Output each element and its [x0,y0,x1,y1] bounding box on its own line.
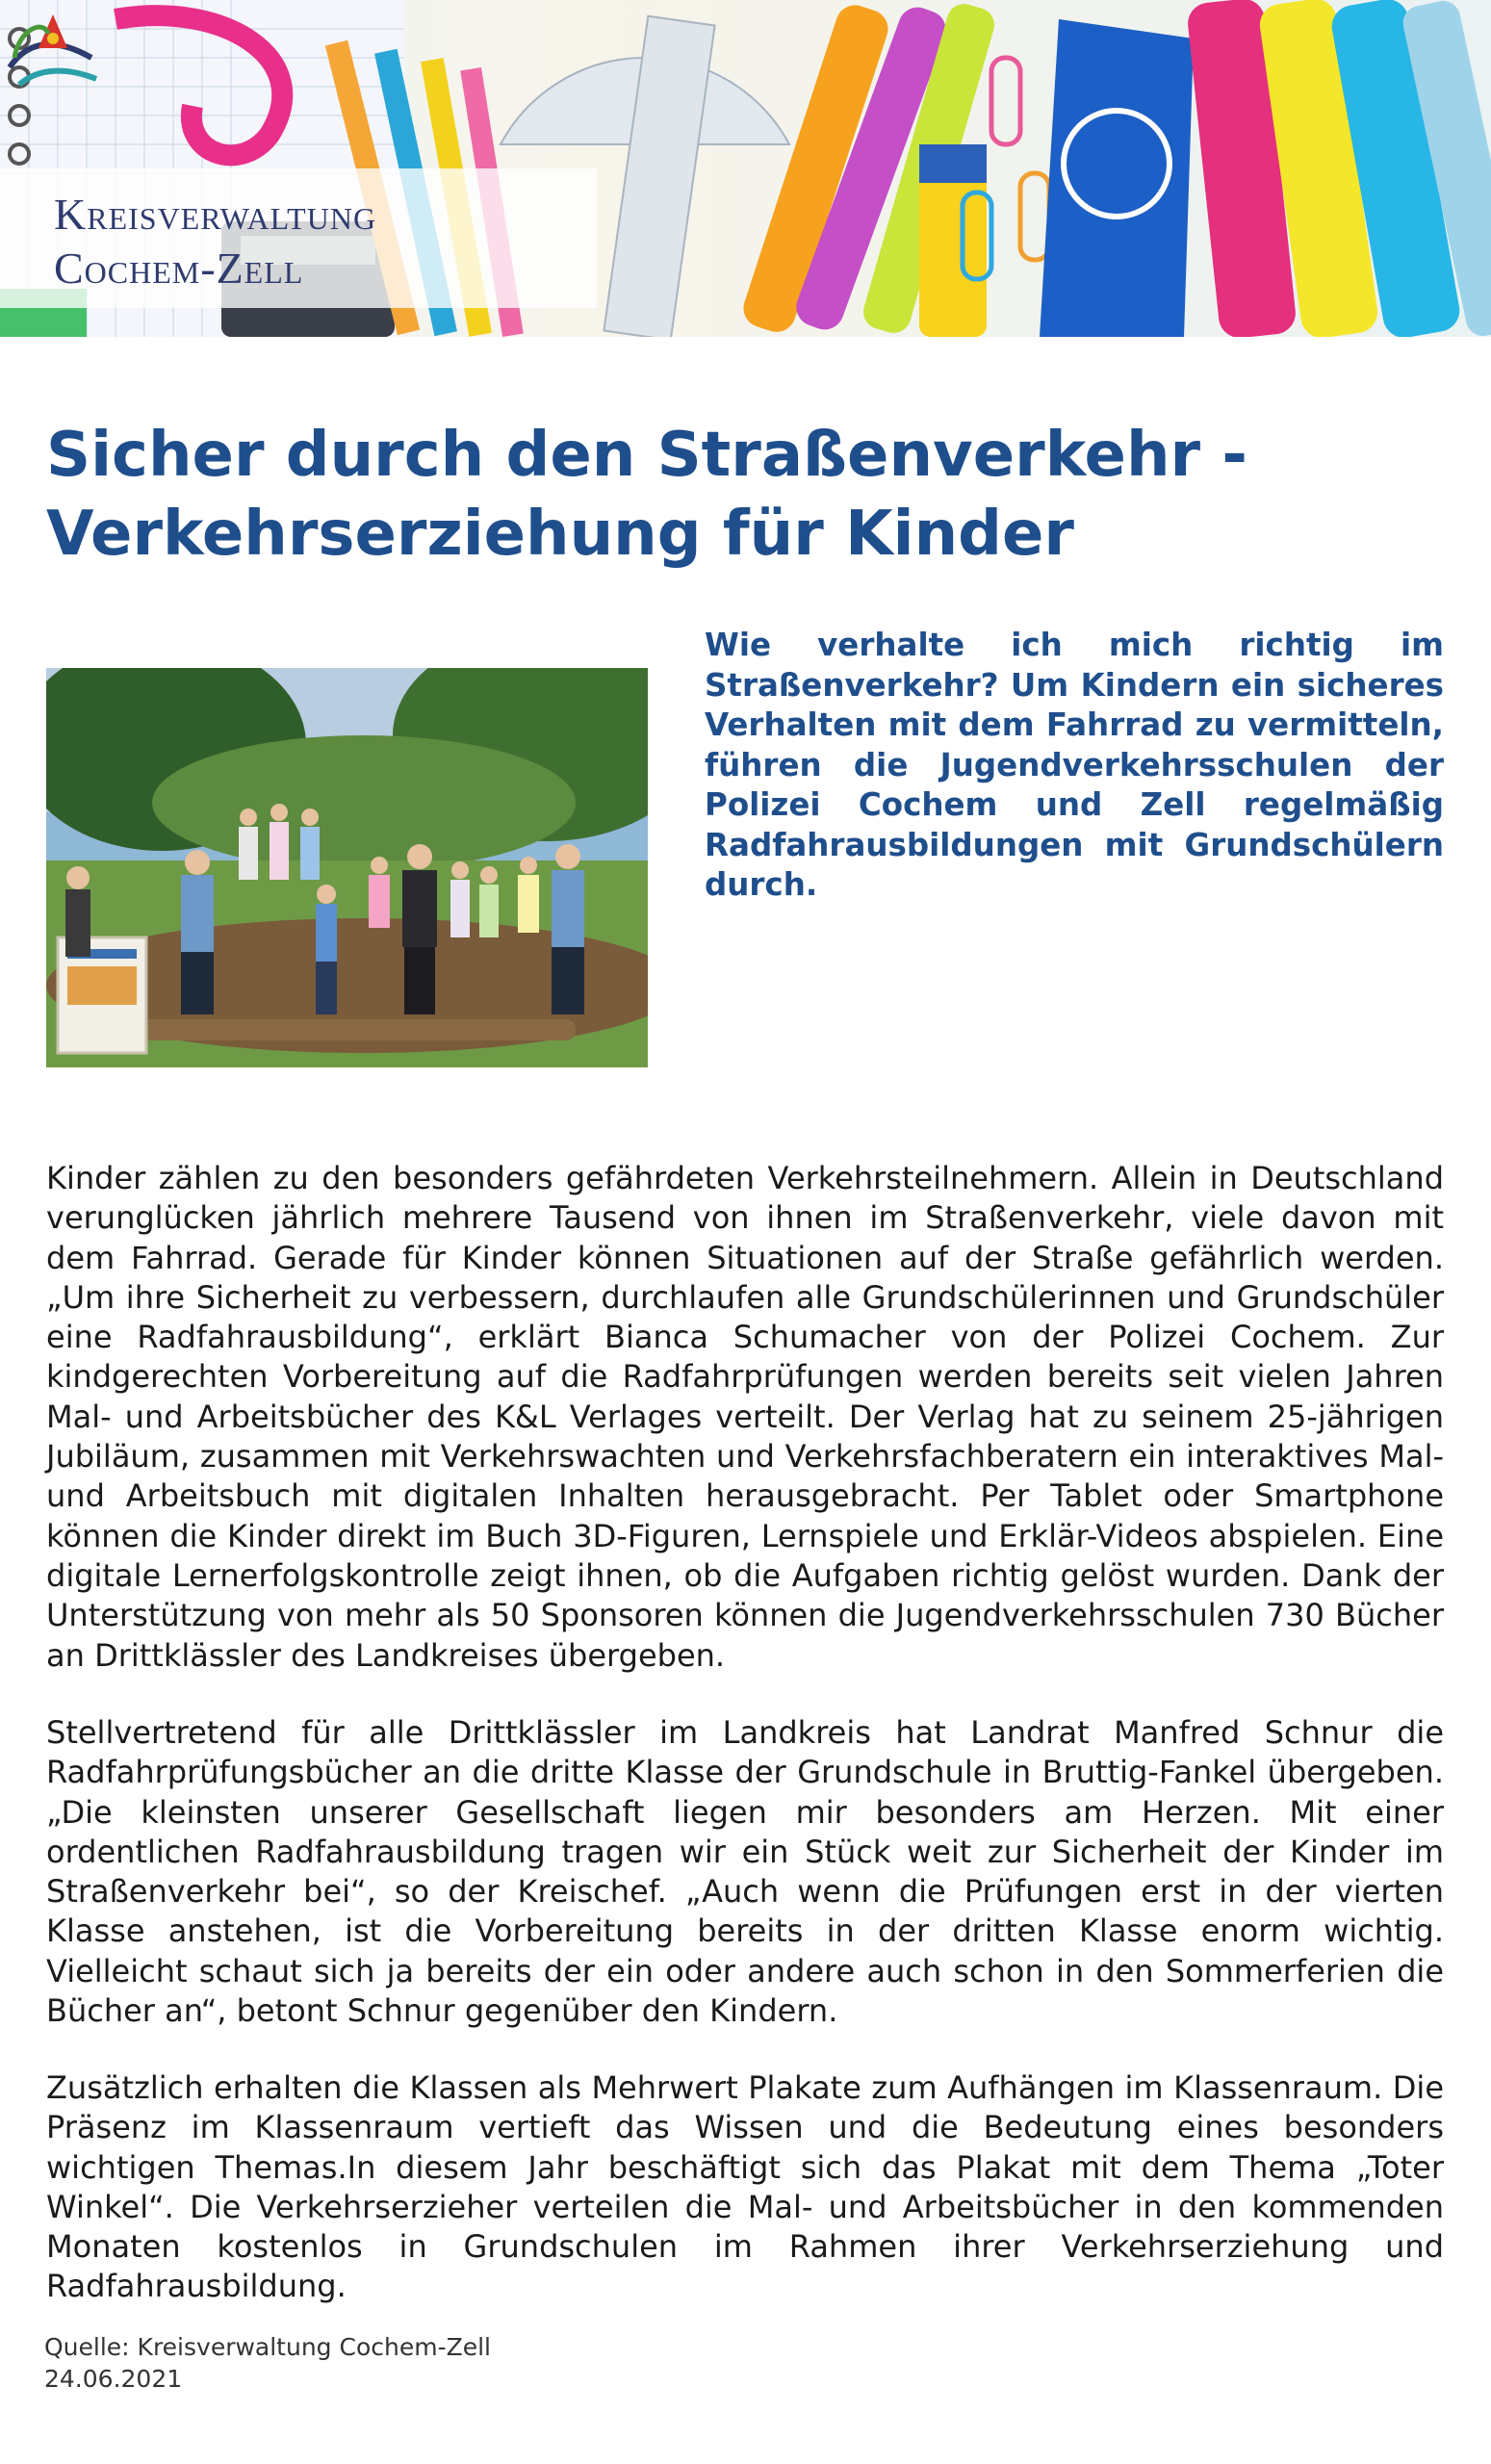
group-photo-illustration [46,668,648,1067]
logo-line-2: Cochem-Zell [54,244,304,293]
publication-date: 24.06.2021 [44,2365,183,2393]
article-paragraph-2: Stellvertretend für alle Drittklässler im Landkreis hat Landrat Manfred Schnur die Radfahrprüfungsbücher an die dritte Klasse der Grundschule in Bruttig-Fankel übergeben. „Die kleinsten unserer Gesellschaft liegen mir besonders am Herzen. Mit einer ordentlichen Radfahrausbildung tragen wir ein Stück weit zur Sicherheit der Kinder im Straßenverkehr bei“, so der Kreischef. „Auch wenn die Prüfungen erst in der vierten Klasse anstehen, ist die Vorbereitung bereits in der dritten Klasse enorm wichtig. Vielleicht schaut sich ja bereits der ein oder andere auch schon in den Sommerferien die Bücher an“, betont Schnur gegenüber den Kindern. [46,1714,1444,2030]
source-block [44,2331,491,2395]
district-emblem-icon [0,0,106,106]
article-intro: Wie verhalte ich mich richtig im Straßenverkehr? Um Kindern ein sicheres Verhalten mit dem Fahrrad zu vermitteln, führen die Jugendverkehrsschulen der Polizei Cochem und Zell regelmäßig Radfahrausbildungen mit Grundschülern durch. [705,627,1444,903]
article-paragraph-1: Kinder zählen zu den besonders gefährdeten Verkehrsteilnehmern. Allein in Deutschland verunglücken jährlich mehrere Tausend von ihnen im Straßenverkehr, viele davon mit dem Fahrrad. Gerade für Kinder können Situationen auf der Straße gefährlich werden. „Um ihre Sicherheit zu verbessern, durchlaufen alle Grundschülerinnen und Grundschüler eine Radfahrausbildung“, erklärt Bianca Schumacher von der Polizei Cochem. Zur kindgerechten Vorbereitung auf die Radfahrprüfungen werden bereits seit vielen Jahren Mal- und Arbeitsbücher des K&L Verlages verteilt. Der Verlag hat zu seinem 25-jährigen Jubiläum, zusammen mit Verkehrswachten und Verkehrsfachberatern ein interaktives Mal- und Arbeitsbuch mit digitalen Inhalten herausgebracht. Per Tablet oder Smartphone können die Kinder direkt im Buch 3D-Figuren, Lernspiele und Erklär-Videos abspielen. Eine digitale Lernerfolgskontrolle zeigt ihnen, ob die Aufgaben richtig gelöst wurden. Dank der Unterstützung von mehr als 50 Sponsoren können die Jugendverkehrsschulen 730 Bücher an Drittklässler des Landkreises übergeben. [46,1160,1444,1674]
logo-line-1: Kreisverwaltung [54,190,377,239]
title-line-1: Sicher durch den Straßenverkehr - [46,420,1247,491]
source-credit: Quelle: Kreisverwaltung Cochem-Zell [44,2333,491,2361]
article-photo [46,668,648,1067]
article-paragraph-3: Zusätzlich erhalten die Klassen als Mehrwert Plakate zum Aufhängen im Klassenraum. Die Präsenz im Klassenraum vertieft das Wissen und die Bedeutung eines besonders wichtigen Themas.In diesem Jahr beschäftigt sich das Plakat mit dem Thema „Toter Winkel“. Die Verkehrserzieher verteilen die Mal- und Arbeitsbücher in den kommenden Monaten kostenlos in Grundschulen im Rahmen ihrer Verkehrserziehung und Radfahrausbildung. [46,2069,1444,2305]
header-banner [0,0,1491,337]
title-line-2: Verkehrserziehung für Kinder [46,499,1074,570]
article-title [46,416,1442,574]
logo-wordmark [54,188,376,295]
